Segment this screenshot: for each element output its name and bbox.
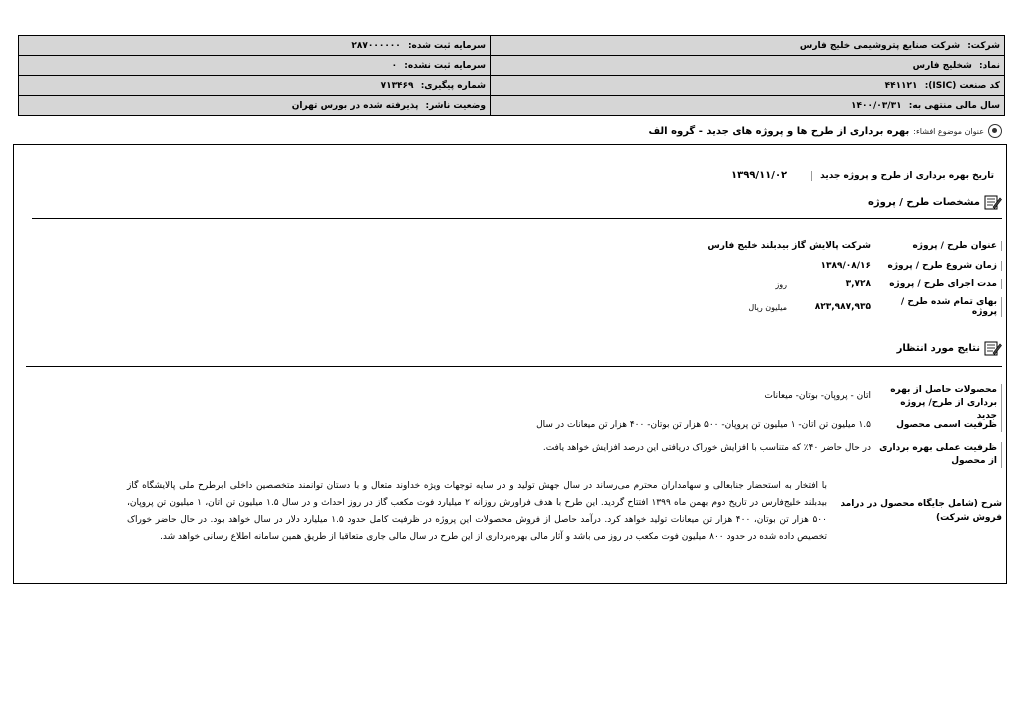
expected-results-title-text: نتایج مورد انتظار [896, 342, 980, 354]
description-text: با افتخار به استحضار جنابعالی و سهامداران محترم می‌رساند در سال جهش تولید و در سایه توجهات ویژه خداوند متعال و با دستان توانمند متخصصین داخلی ابرطرح ملی پالایشگاه گاز بیدبلند خلیج‌فارس در تاریخ دوم بهمن ماه ۱۳۹۹ افتتاح گردید. این طرح با هدف فراورش روزانه ۲ میلیارد فوت مکعب گاز در روز احداث و در سال ۱.۵ میلیون تن اتان، ۱ میلیون تن پروپان، ۵۰۰ هزار تن بوتان، ۴۰۰ هزار تن میعانات تولید خواهد کرد. درآمد حاصل از فروش محصولات این پروژه در ظرفیت کامل حدود ۱.۵ میلیارد دلار در سال خواهد بود. در حال حاضر خوراک تخصیص داده شده در حدود ۸۰۰ میلیون فوت مکعب در روز می باشد و آثار مالی بهره‌برداری از این طرح در سال مالی جاری متعاقبا از طریق همین سامانه اطلاع رسانی خواهد شد. [127, 481, 827, 542]
target-icon [988, 124, 1002, 138]
spec-duration-label: مدت اجرای طرح / پروژه [877, 279, 1002, 289]
spec-cost-unit: میلیون ریال [748, 302, 787, 312]
registered-capital-value: ۲۸۷۰۰۰۰۰۰ [351, 40, 401, 51]
edit-note-icon [984, 340, 1002, 356]
spec-title-value: شرکت پالایش گاز بیدبلند خلیج فارس [707, 241, 871, 251]
isic-value: ۴۴۱۱۲۱ [884, 80, 918, 91]
fiscal-year-value: ۱۴۰۰/۰۳/۳۱ [851, 100, 902, 111]
publisher-status-value: پذیرفته شده در بورس تهران [291, 100, 419, 111]
registered-capital-cell [19, 36, 491, 56]
result-row-nominal [536, 419, 1002, 432]
nominal-capacity-value: ۱.۵ میلیون تن اتان- ۱ میلیون تن پروپان- ۵۰۰ هزار تن بوتان- ۴۰۰ هزار تن میعانات در سال [536, 420, 871, 430]
unregistered-capital-value: ۰ [391, 60, 398, 71]
spec-duration-unit: روز [775, 279, 787, 289]
spec-row-duration [775, 279, 1002, 289]
spec-start-label: زمان شروع طرح / پروژه [877, 261, 1002, 271]
unregistered-capital-cell [19, 56, 491, 76]
company-info-table [18, 35, 1005, 116]
unregistered-capital-label: سرمایه ثبت نشده: [404, 60, 486, 71]
spec-title-label: عنوان طرح / پروژه [877, 241, 1002, 251]
description-label: شرح (شامل جایگاه محصول در درامد فروش شرکت) [840, 499, 1002, 523]
subject-label: عنوان موضوع افشاء: [913, 126, 984, 136]
fiscal-year-label: سال مالی منتهی به: [908, 100, 1000, 111]
symbol-label: نماد: [978, 60, 1000, 71]
spec-cost-label: بهای تمام شده طرح / پروژه [877, 297, 1002, 317]
registered-capital-label: سرمایه ثبت شده: [407, 40, 486, 51]
products-value: اتان - پروپان- بوتان- میعانات [764, 391, 871, 401]
project-specs-title [868, 194, 1002, 210]
products-label: محصولات حاصل از بهره برداری از طرح/ پروژه جدید [877, 384, 1002, 423]
spec-row-title [707, 241, 1002, 251]
expected-results-title [897, 340, 1002, 356]
tracking-label: شماره پیگیری: [420, 80, 486, 91]
company-value: شرکت صنایع پتروشیمی خلیج فارس [799, 40, 961, 51]
publisher-status-cell [19, 96, 491, 116]
isic-label: کد صنعت (ISIC): [924, 80, 1000, 91]
symbol-value: شخلیج فارس [912, 60, 972, 71]
practical-capacity-value: در حال حاضر ۴۰٪ که متناسب با افزایش خوراک دریافتی این درصد افزایش خواهد یافت. [542, 443, 871, 453]
symbol-cell [491, 56, 1005, 76]
tracking-cell [19, 76, 491, 96]
subject-value: بهره برداری از طرح ها و پروژه های جدید - گروه الف [648, 125, 910, 137]
edit-note-icon [984, 194, 1002, 210]
isic-cell [491, 76, 1005, 96]
company-label: شرکت: [967, 40, 1000, 51]
spec-row-cost [748, 297, 1002, 317]
result-row-products [764, 384, 1002, 423]
disclosure-subject [649, 122, 1003, 140]
publisher-status-label: وضعیت ناشر: [425, 100, 486, 111]
expected-results-divider [26, 366, 1002, 367]
project-specs-divider [32, 218, 1002, 219]
spec-duration-value: ۳,۷۲۸ [845, 279, 871, 289]
company-cell [491, 36, 1005, 56]
commissioning-date-value: ۱۳۹۹/۱۱/۰۲ [731, 170, 788, 181]
fiscal-year-cell [491, 96, 1005, 116]
result-row-practical [543, 442, 1002, 468]
project-specs-title-text: مشخصات طرح / پروژه [867, 196, 980, 208]
spec-cost-value: ۸۲۳,۹۸۷,۹۳۵ [814, 302, 871, 312]
practical-capacity-label: ظرفیت عملی بهره برداری از محصول [877, 442, 1002, 468]
spec-row-start [820, 261, 1002, 271]
tracking-value: ۷۱۳۴۶۹ [380, 80, 414, 91]
commissioning-date-label: تاریخ بهره برداری از طرح و پروژه جدید [811, 171, 994, 181]
spec-start-value: ۱۳۸۹/۰۸/۱۶ [820, 261, 871, 271]
commissioning-date-row [731, 170, 994, 181]
nominal-capacity-label: ظرفیت اسمی محصول [877, 419, 1002, 432]
